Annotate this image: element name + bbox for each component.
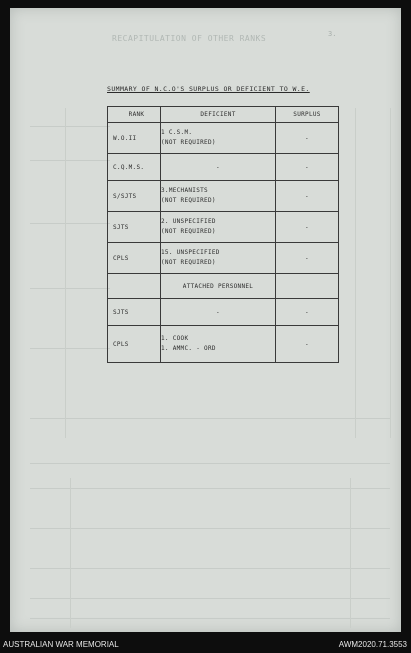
header-deficient: DEFICIENT (161, 107, 276, 123)
deficient-line: 2. UNSPECIFIED (161, 218, 216, 225)
surplus-cell: - (276, 154, 339, 181)
table-row (108, 212, 339, 243)
surplus-cell: - (276, 123, 339, 154)
table-row (108, 243, 339, 274)
deficient-line: 3.MECHANISTS (161, 187, 208, 194)
summary-title: SUMMARY OF N.C.O'S SURPLUS OR DEFICIENT TO W.E. (107, 85, 310, 93)
rank-cell: SJTS (108, 299, 161, 326)
footer-institution: AUSTRALIAN WAR MEMORIAL (3, 640, 119, 649)
surplus-cell: - (276, 181, 339, 212)
surplus-cell: - (276, 243, 339, 274)
deficient-line: (NOT REQUIRED) (161, 259, 216, 266)
deficient-line: (NOT REQUIRED) (161, 228, 216, 235)
deficient-line: 1. AMMC. - ORD (161, 345, 216, 352)
deficient-cell (161, 243, 276, 274)
surplus-cell: - (276, 212, 339, 243)
table-row (108, 181, 339, 212)
faint-header-text: RECAPITULATION OF OTHER RANKS (112, 34, 267, 43)
table-row (108, 123, 339, 154)
archive-footer (0, 637, 411, 653)
deficient-line: 15. UNSPECIFIED (161, 249, 220, 256)
attached-personnel-row (108, 274, 339, 299)
deficient-line: (NOT REQUIRED) (161, 139, 216, 146)
corner-mark: 3. (328, 30, 337, 38)
rank-cell: SJTS (108, 212, 161, 243)
deficient-cell (161, 181, 276, 212)
deficient-line: (NOT REQUIRED) (161, 197, 216, 204)
table-row (108, 154, 339, 181)
deficient-cell (161, 123, 276, 154)
table-row (108, 299, 339, 326)
rank-cell: C.Q.M.S. (108, 154, 161, 181)
rank-cell: CPLS (108, 326, 161, 363)
rank-cell: S/SJTS (108, 181, 161, 212)
deficient-cell (161, 326, 276, 363)
deficient-line: 1 C.S.M. (161, 129, 193, 136)
table-header-row (108, 107, 339, 123)
deficient-cell: - (161, 154, 276, 181)
footer-accession-number: AWM2020.71.3553 (338, 640, 407, 649)
nco-summary-table (107, 106, 339, 363)
rank-cell: CPLS (108, 243, 161, 274)
header-rank: RANK (108, 107, 161, 123)
attached-personnel-label: ATTACHED PERSONNEL (161, 274, 276, 299)
deficient-cell: - (161, 299, 276, 326)
rank-cell: W.O.II (108, 123, 161, 154)
surplus-cell: - (276, 299, 339, 326)
deficient-cell (161, 212, 276, 243)
rank-cell-empty (108, 274, 161, 299)
surplus-cell: - (276, 326, 339, 363)
table-row (108, 326, 339, 363)
document-page (10, 8, 401, 632)
header-surplus: SURPLUS (276, 107, 339, 123)
deficient-line: 1. COOK (161, 335, 189, 342)
surplus-cell-empty (276, 274, 339, 299)
